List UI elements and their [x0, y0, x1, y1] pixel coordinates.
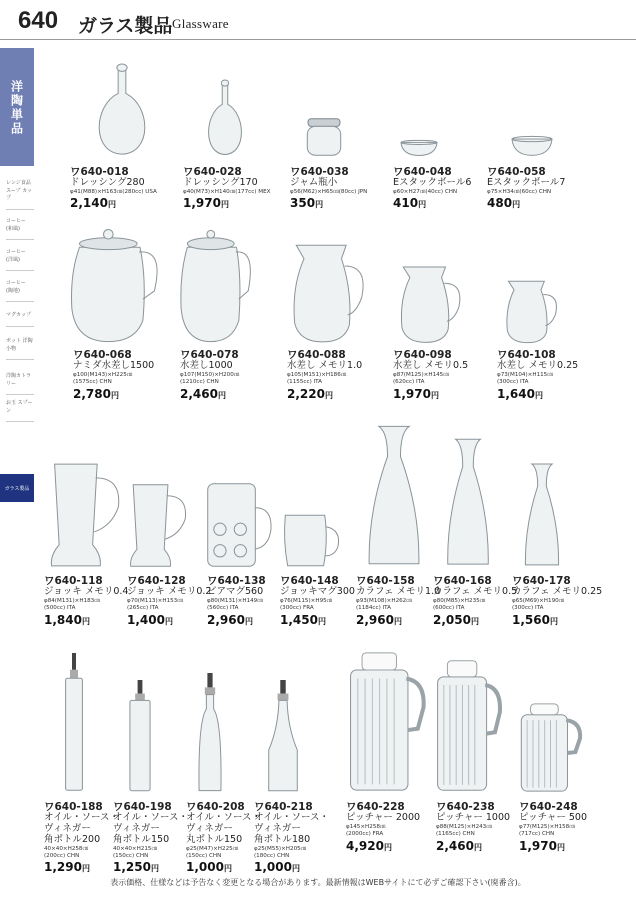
product-price: 2,960円	[356, 612, 402, 627]
product-spec: (1184cc) ITA	[356, 605, 391, 612]
product-photo	[510, 136, 554, 156]
product-photo	[202, 80, 248, 156]
product-name: ジョッキ メモリ0.4	[44, 586, 129, 598]
category-sidebar	[0, 48, 34, 492]
sidebar-item-ladle-spoon[interactable]: お玉 スプーン	[6, 400, 34, 422]
product-spec: (300cc) ITA	[497, 379, 529, 386]
product-price: 1,450円	[280, 612, 326, 627]
product-photo	[516, 702, 582, 793]
product-price: 1,000円	[254, 860, 300, 875]
product-item[interactable]	[497, 349, 578, 402]
product-item[interactable]	[183, 166, 270, 212]
product-price: 2,780円	[73, 386, 119, 401]
product-name: 水差し メモリ1.0	[287, 360, 363, 372]
sidebar-active-category[interactable]: 洋陶単品	[0, 48, 34, 166]
sidebar-item-soup-cup[interactable]: レンジ食品 スープ カップ	[6, 180, 34, 210]
product-spec: (2000cc) FRA	[346, 831, 384, 838]
product-name: オイル・ソース・	[254, 812, 330, 824]
product-code: ワ640-028	[183, 166, 242, 178]
sidebar-item-pot[interactable]: ポット 洋陶小物	[6, 338, 34, 360]
product-spec: (180cc) CHN	[254, 853, 290, 860]
product-spec: φ145×H258㎝	[346, 823, 386, 830]
product-photo	[367, 425, 421, 568]
product-photo	[197, 673, 223, 793]
product-item[interactable]	[113, 801, 188, 876]
product-price: 2,960円	[207, 612, 253, 627]
product-item[interactable]	[180, 349, 239, 402]
product-price: 1,290円	[44, 860, 90, 875]
product-name: ピッチャー 2000	[346, 812, 421, 824]
sidebar-item-coffee-japanese[interactable]: コーヒー (和風)	[6, 218, 34, 240]
product-price: 1,560円	[512, 612, 558, 627]
product-name: カラフェ メモリ1.0	[356, 586, 441, 598]
product-name: 角ボトル150	[113, 833, 170, 845]
page-title: ガラス製品	[78, 15, 173, 37]
product-item[interactable]	[290, 166, 367, 212]
product-code: ワ640-158	[356, 575, 415, 587]
product-spec: φ70(M113)×H153㎝	[127, 597, 183, 604]
product-spec: φ80(M85)×H235㎝	[433, 597, 486, 604]
product-item[interactable]	[487, 166, 565, 212]
product-code: ワ640-238	[436, 801, 495, 813]
product-spec: φ84(M131)×H183㎝	[44, 597, 100, 604]
product-item[interactable]	[287, 349, 362, 402]
product-name: 角ボトル200	[44, 833, 101, 845]
product-photo	[283, 513, 341, 568]
product-name: ドレッシング170	[183, 177, 258, 189]
product-item[interactable]	[433, 575, 517, 628]
product-name: ヴィネガー	[113, 822, 160, 834]
product-code: ワ640-218	[254, 801, 313, 813]
product-photo	[128, 680, 152, 793]
product-name: 丸ボトル150	[186, 833, 243, 845]
page-number: 640	[18, 7, 59, 34]
product-item[interactable]	[254, 801, 329, 876]
product-spec: φ75×H34㎝(60cc) CHN	[487, 188, 552, 195]
product-price: 2,140円	[70, 196, 116, 211]
product-name: 水差し メモリ0.25	[497, 360, 579, 372]
product-spec: φ107(M150)×H200㎝	[180, 371, 240, 378]
product-spec: φ60×H27㎝(40cc) CHN	[393, 188, 458, 195]
product-price: 1,840円	[44, 612, 90, 627]
product-photo	[90, 64, 154, 156]
product-photo	[398, 263, 464, 344]
product-name: ヴィネガー	[44, 822, 91, 834]
page-subtitle: Glassware	[172, 16, 229, 31]
product-price: 2,220円	[287, 386, 333, 401]
product-spec: φ56(M62)×H65㎝(80cc) JPN	[290, 188, 368, 195]
product-price: 1,000円	[186, 860, 232, 875]
product-item[interactable]	[127, 575, 211, 628]
product-photo	[446, 438, 490, 568]
product-item[interactable]	[280, 575, 355, 628]
product-name: Eスタックボール6	[393, 177, 472, 189]
product-price: 1,250円	[113, 860, 159, 875]
product-spec: φ93(M108)×H262㎝	[356, 597, 412, 604]
product-photo	[305, 118, 343, 156]
product-item[interactable]	[519, 801, 587, 854]
product-name: ビアマグ560	[207, 586, 264, 598]
product-item[interactable]	[44, 575, 128, 628]
page-header	[0, 0, 636, 40]
product-item[interactable]	[393, 349, 468, 402]
product-price: 1,640円	[497, 386, 543, 401]
product-price: 2,460円	[180, 386, 226, 401]
product-price: 4,920円	[346, 838, 392, 853]
product-price: 350円	[290, 196, 324, 211]
product-name: カラフェ メモリ0.25	[512, 586, 603, 598]
product-spec: (300cc) ITA	[512, 605, 544, 612]
sidebar-item-cutlery[interactable]: 洋陶カトラリー	[6, 373, 34, 395]
product-spec: (620cc) ITA	[393, 379, 425, 386]
product-item[interactable]	[346, 801, 420, 854]
product-price: 2,460円	[436, 838, 482, 853]
product-photo	[344, 650, 426, 793]
product-spec: (560cc) ITA	[207, 605, 239, 612]
product-item[interactable]	[73, 349, 154, 402]
footnote: 表示価格、仕様などは予告なく変更となる場合があります。最新情報はWEBサイトにて必ずご確認下さい(廃番含)。	[110, 878, 526, 887]
product-code: ワ640-098	[393, 349, 452, 361]
product-name: オイル・ソース・	[113, 812, 189, 824]
product-item[interactable]	[436, 801, 510, 854]
product-code: ワ640-108	[497, 349, 556, 361]
product-photo	[68, 226, 164, 344]
product-spec: φ100(M143)×H225㎝	[73, 371, 133, 378]
product-price: 1,970円	[519, 838, 565, 853]
product-spec: φ25(M47)×H225㎝	[186, 845, 239, 852]
product-spec: (1575cc) CHN	[73, 379, 112, 386]
product-photo	[64, 653, 84, 793]
product-photo	[47, 462, 123, 568]
product-spec: (265cc) ITA	[127, 605, 159, 612]
product-name: 水差し メモリ0.5	[393, 360, 469, 372]
product-code: ワ640-048	[393, 166, 452, 178]
product-price: 1,970円	[183, 196, 229, 211]
product-code: ワ640-078	[180, 349, 239, 361]
product-name: Eスタックボール7	[487, 177, 566, 189]
product-item[interactable]	[207, 575, 266, 628]
product-spec: (717cc) CHN	[519, 831, 555, 838]
product-spec: φ41(M88)×H163㎝(280cc) USA	[70, 188, 157, 195]
product-code: ワ640-088	[287, 349, 346, 361]
product-code: ワ640-138	[207, 575, 266, 587]
sidebar-item-glassware-current[interactable]: ガラス製品	[0, 474, 34, 502]
product-spec: φ105(M151)×H186㎝	[287, 371, 347, 378]
sidebar-item-coffee-ceramic[interactable]: コーヒー (陶地)	[6, 280, 34, 302]
product-name: ドレッシング280	[70, 177, 145, 189]
sidebar-item-mugcup[interactable]: マグカップ	[6, 312, 34, 327]
product-spec: 40×40×H258㎝	[44, 845, 89, 852]
product-spec: (600cc) ITA	[433, 605, 465, 612]
product-item[interactable]	[186, 801, 261, 876]
product-code: ワ640-068	[73, 349, 132, 361]
product-spec: 40×40×H215㎝	[113, 845, 158, 852]
product-spec: φ88(M125)×H243㎝	[436, 823, 492, 830]
product-name: ナミダ水差し1500	[73, 360, 155, 372]
product-name: ジャム瓶小	[290, 177, 338, 189]
product-code: ワ640-118	[44, 575, 103, 587]
product-item[interactable]	[70, 166, 157, 212]
product-item[interactable]	[512, 575, 602, 628]
product-code: ワ640-058	[487, 166, 546, 178]
product-code: ワ640-198	[113, 801, 172, 813]
product-spec: φ25(M55)×H205㎝	[254, 845, 307, 852]
sidebar-item-coffee-western[interactable]: コーヒー (洋風)	[6, 249, 34, 271]
product-code: ワ640-208	[186, 801, 245, 813]
product-spec: φ73(M104)×H115㎝	[497, 371, 553, 378]
product-spec: (150cc) CHN	[113, 853, 149, 860]
product-photo	[290, 240, 368, 344]
product-price: 2,050円	[433, 612, 479, 627]
product-name: ヴィネガー	[186, 822, 233, 834]
product-photo	[504, 278, 560, 344]
product-photo	[127, 483, 189, 568]
product-spec: φ87(M125)×H145㎝	[393, 371, 449, 378]
product-name: ヴィネガー	[254, 822, 301, 834]
product-photo	[399, 140, 439, 156]
product-name: ピッチャー 1000	[436, 812, 511, 824]
product-price: 410円	[393, 196, 427, 211]
product-name: ジョッキ メモリ0.2	[127, 586, 212, 598]
product-spec: (300cc) FRA	[280, 605, 314, 612]
product-spec: (500cc) ITA	[44, 605, 76, 612]
product-spec: φ76(M115)×H95㎝	[280, 597, 333, 604]
product-code: ワ640-148	[280, 575, 339, 587]
product-spec: (150cc) CHN	[186, 853, 222, 860]
product-price: 480円	[487, 196, 521, 211]
product-code: ワ640-018	[70, 166, 129, 178]
product-price: 1,400円	[127, 612, 173, 627]
product-name: 水差し1000	[180, 360, 233, 372]
product-price: 1,970円	[393, 386, 439, 401]
product-name: ジョッキマグ300	[280, 586, 355, 598]
product-code: ワ640-228	[346, 801, 405, 813]
product-photo	[205, 482, 273, 568]
product-spec: φ65(M69)×H190㎝	[512, 597, 565, 604]
product-spec: (1165cc) CHN	[436, 831, 475, 838]
product-code: ワ640-178	[512, 575, 571, 587]
product-spec: (200cc) CHN	[44, 853, 80, 860]
product-item[interactable]	[393, 166, 471, 212]
product-code: ワ640-188	[44, 801, 103, 813]
product-spec: φ40(M73)×H140㎝(177cc) MEX	[183, 188, 271, 195]
product-name: オイル・ソース・	[186, 812, 262, 824]
product-code: ワ640-248	[519, 801, 578, 813]
product-photo	[432, 658, 502, 793]
product-name: 角ボトル180	[254, 833, 311, 845]
product-item[interactable]	[44, 801, 119, 876]
product-item[interactable]	[356, 575, 440, 628]
product-code: ワ640-128	[127, 575, 186, 587]
product-code: ワ640-168	[433, 575, 492, 587]
product-name: カラフェ メモリ0.5	[433, 586, 518, 598]
product-spec: φ77(M125)×H158㎝	[519, 823, 575, 830]
product-spec: φ80(M131)×H149㎝	[207, 597, 263, 604]
product-name: オイル・ソース・	[44, 812, 120, 824]
product-spec: (1155cc) ITA	[287, 379, 322, 386]
product-spec: (1210cc) CHN	[180, 379, 219, 386]
product-photo	[266, 680, 300, 793]
product-code: ワ640-038	[290, 166, 349, 178]
product-photo	[524, 463, 560, 568]
product-name: ピッチャー 500	[519, 812, 587, 824]
product-photo	[178, 226, 256, 344]
